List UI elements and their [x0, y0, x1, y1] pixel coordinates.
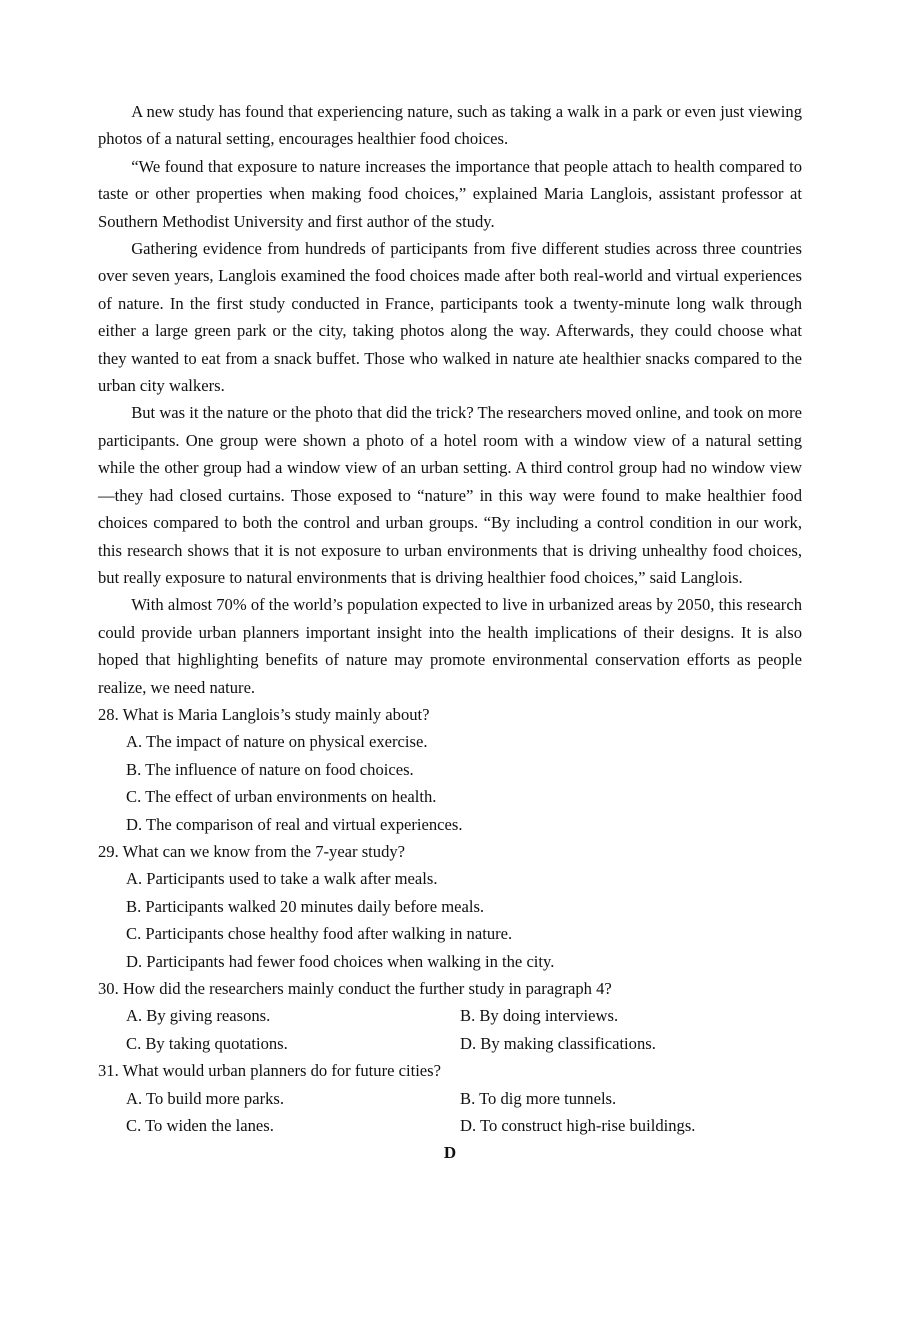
question-31 — [98, 1057, 802, 1139]
passage-paragraph-4: But was it the nature or the photo that did the trick? The researchers moved online, and took on more participants. One group were shown a photo of a hotel room with a window view of a natural setting while the other group had a window view of an urban setting. A third control group had no window view—they had closed curtains. Those exposed to “nature” in this way were found to make healthier food choices compared to both the control and urban groups. “By including a control condition in our work, this research shows that it is not exposure to urban environments that is driving unhealthy food choices, but really exposure to natural environments that is driving healthier food choices,” said Langlois. — [98, 403, 802, 587]
question-29 — [98, 838, 802, 975]
option-b: B. Participants walked 20 minutes daily before meals. — [126, 896, 485, 916]
option-a: A. By giving reasons. — [126, 1006, 271, 1026]
question-28 — [98, 701, 802, 838]
passage-paragraph-3: Gathering evidence from hundreds of participants from five different studies across three countries over seven years, Langlois examined the food choices made after both real-world and virtual experiences of nature. In the first study conducted in France, participants took a twenty-minute long walk through either a large green park or the city, taking photos along the way. Afterwards, they could choose what they wanted to eat from a snack buffet. Those who walked in nature ate healthier snacks compared to the urban city walkers. — [98, 239, 802, 396]
option-d: D. Participants had fewer food choices when walking in the city. — [126, 951, 555, 971]
option-b: B. To dig more tunnels. — [460, 1088, 617, 1108]
option-a: A. The impact of nature on physical exercise. — [126, 732, 428, 752]
question-stem: 29. What can we know from the 7-year study? — [98, 841, 406, 861]
options-grid — [98, 1002, 802, 1057]
passage-paragraph-5: With almost 70% of the world’s population expected to live in urbanized areas by 2050, this research could provide urban planners important insight into the health implications of their designs. It is also hoped that highlighting benefits of nature may promote environmental conservation efforts as people realize, we need nature. — [98, 595, 802, 697]
option-a: A. To build more parks. — [126, 1088, 284, 1108]
option-c: C. Participants chose healthy food after walking in nature. — [126, 924, 513, 944]
option-c: C. To widen the lanes. — [126, 1116, 274, 1136]
question-stem: 28. What is Maria Langlois’s study mainly about? — [98, 704, 430, 724]
exam-page — [98, 98, 802, 1167]
option-c: C. By taking quotations. — [126, 1033, 288, 1053]
option-b: B. The influence of nature on food choices. — [126, 759, 414, 779]
passage-paragraph-2: “We found that exposure to nature increases the importance that people attach to health compared to taste or other properties when making food choices,” explained Maria Langlois, assistant professor at Southern Methodist University and first author of the study. — [98, 156, 802, 231]
passage-paragraph-1: A new study has found that experiencing nature, such as taking a walk in a park or even just viewing photos of a natural setting, encourages healthier food choices. — [98, 102, 802, 149]
option-b: B. By doing interviews. — [460, 1006, 619, 1026]
option-d: D. To construct high-rise buildings. — [460, 1116, 696, 1136]
option-c: C. The effect of urban environments on health. — [126, 787, 437, 807]
option-a: A. Participants used to take a walk after meals. — [126, 869, 438, 889]
question-30 — [98, 975, 802, 1057]
section-heading: D — [443, 1143, 457, 1163]
option-d: D. The comparison of real and virtual experiences. — [126, 814, 463, 834]
option-d: D. By making classifications. — [460, 1033, 656, 1053]
question-stem: 31. What would urban planners do for future cities? — [98, 1061, 441, 1081]
options-grid — [98, 1085, 802, 1140]
question-stem: 30. How did the researchers mainly conduct the further study in paragraph 4? — [98, 979, 612, 998]
